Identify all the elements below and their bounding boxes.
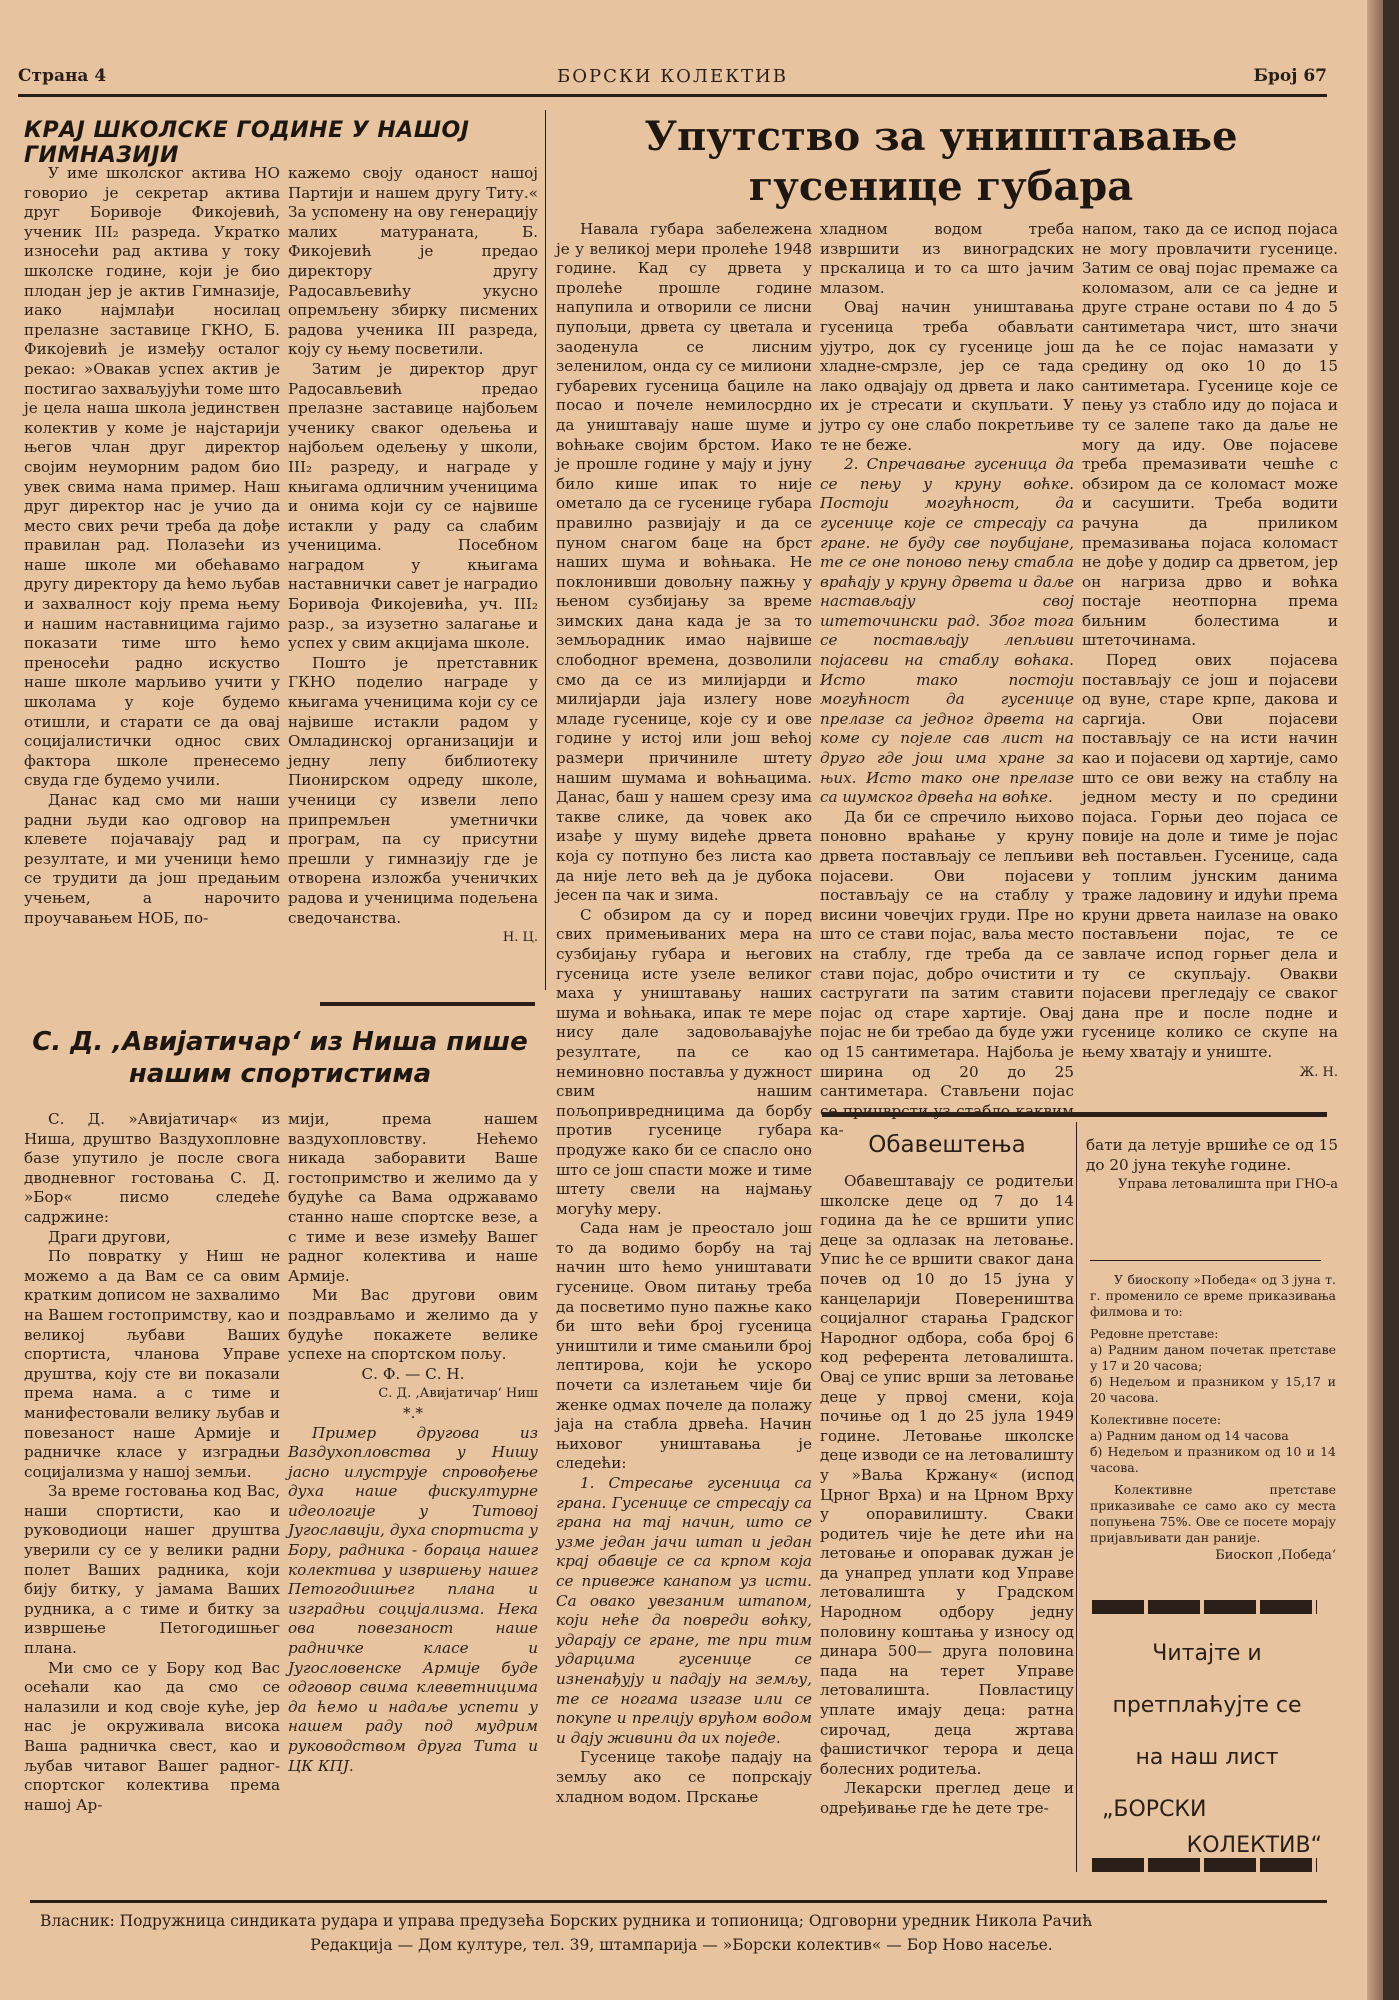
signature: С. Ф. — С. Н. [361,1364,465,1383]
section-rule [320,1002,535,1006]
separator-stars: *.* [402,1403,423,1422]
signature: С. Д. ‚Авијатичар‘ Ниш [378,1386,538,1402]
footer-rule [30,1900,1327,1903]
paragraph: мији, према нашем ваздухопловству. Нећемо никада заборавити Ваше гостопримство и желимо да у будуће са Вама одржавамо станно наше спортске везе, а с тиме и везе између Вашег радног колектива и наше Армије. [288,1110,538,1285]
paragraph: 1. Стресање гусеница са грана. Гусенице се стресају са грана на тај начин, што се узме један јачи штап и један крај обавије се са крпом која се привеже канапом уз исти. Са овако увезаним штапом, који неће да повреди воћку, ударају се гране, те при тим ударцима гусенице се изненађују и падају на земљу, те се ногама изгазе или се покупе и прелију врућом водом и дају живини да их поједе. [556,1474,812,1747]
paragraph: Драги другови, [48,1227,171,1246]
paragraph: напом, тако да се испод појаса не могу провлачити гусенице. Затим се овај појас премаже са коломазом, али се са једне и друге стране остави по 4 до 5 сантиметара чист, што значи да ће се појас намазати у средину од око 10 до 15 сантиметара. Гусенице које се пењу уз стабло иду до појаса и ту се залепе тако да даље не могу да иду. Ове појасеве треба премазивати чешће с обзиром да се коломаст може и сасушити. Треба водити рачуна да приликом премазивања појаса коломаст не дође у додир са дрветом, јер он нагриза дрво и воћка постаје неотпорна према биљним болестима и штеточинама. [1082,220,1338,650]
article2-col1 [24,1110,280,1815]
promo-line: „БОРСКИ [1102,1797,1207,1822]
paragraph: Ми смо се у Бору код Вас осећали као да смо се налазили и код своје куће, јер нас је окруживала висока Ваша радничка свест, као и љубав читавог Вашег радног-спортског колектива према нашој Ар- [24,1658,280,1814]
paragraph: Ми Вас другови овим поздрављамо и желимо да у будуће покажете велике успехе на спортском пољу. [288,1286,538,1364]
paragraph: Гусенице такође падају на земљу ако се попрскају хладном водом. Прскање [556,1748,812,1806]
paragraph: Да би се спречило њихово поновно враћање у круну дрвета постављају се лепљиви појасеви. Ови појасеви постављају се на стаблу у висини човечјих груди. Пре но што се стави појас, ваља место на стаблу, где треба да се стави појас, добро очистити и састругати па затим ставити појас од старе хартије. Овај појас не би требао да буде ужи од 15 сантиметара. Најбоља је ширина од 20 до 25 сантиметара. Стављени појас се причврсти уз стабло каквим ка- [820,807,1074,1140]
paragraph: Сада нам је преостало још то да водимо борбу на тај начин што ћемо уништавати гусенице. Овом питању треба да посветимо пуно пажње како би што већи број гусеница уништили и тиме смањили број лептирова, који ће ускоро почети са излетањем чије би женке одмах почеле да полажу јаја на стабла дрвећа. Начин њиховог уништавања је следећи: [556,1219,812,1473]
paragraph: Поред ових појасева постављају се још и појасеви од вуне, старе крпе, дакова и саргија. Ови појасеви постављају се на исти начин као и појасеви од хартије, само што се ови вежу на стаблу на једном месту и по средини појаса. Горњи део појаса се повије на доле и тиме је појас већ постављен. Гусенице, сада у топлим јунским данима траже ладовину и идући према круни дрвета наилазе на овако постављени појас, те се завлаче испод горњег дела и ту се скупљају. Овакви појасеви прегледају се сваког дана пре и после подне и гусенице колико се скупе на њему хватају и униште. [1082,651,1338,1061]
paragraph: С обзиром да су и поред свих примењиваних мера на сузбијању губара и његових гусеница исте узеле великог маха у уништавању наших шума и воћњака, ипак те мере нису дале задовољавајуће резултате, па се као неминовно поставља у дужност свим нашим пољопривредницима да борбу против гусенице губара продуже како би се спасло оно што се још спасти може и тиме штету свели на најмању могућу меру. [556,905,812,1218]
article3-title: Упутство за уништавање гусенице губара [644,113,1238,210]
article1-col1 [24,164,280,928]
promo-line: КОЛЕКТИВ“ [1186,1833,1322,1858]
article3-signature: Ж. Н. [1299,1064,1338,1080]
article3-col1 [556,220,812,1807]
paragraph: У име школског актива НО говорио је секретар актива друг Боривоје Фикојевић, ученик III₂ разреда. Укратко износећи рад актива у току школске године, који је био плодан јер је актив Гимназије, иако најмлађи носилац прелазне заставице ГКНО, Б. Фикојевић је између осталог рекао: »Овакав успех актив је постигао захваљујући томе што је цела наша школа јединствен колектив у коме је најстарији његов члан друг директор својим неуморним радом био увек свима нама пример. Наш друг директор нас је учио да место свих речи треба да дође правилан рад. Полазећи из наше школе ми обећавамо другу директору да ћемо љубав и захвалност коју према њему и нашим наставницима гајимо показати тиме што ћемо преносећи радно искуство наше школе марљиво учити у школама у које будемо отишли, и старати се да овај социјалистички однос свих фактора школе пренесемо свуда где будемо учили. [24,164,280,790]
paragraph: Пример другова из Ваздухопловства у Нишу јасно илуструје спровођење духа наше фискултурне идеологије у Титовој Југославији, духа спортиста у Бору, радника - бораца нашег колектива у извршењу нашег Петогодишњег плана и изградњи социјализма. Нека ова повезаност наше радничке класе и Југословенске Армије буде одговор свима клеветницима да ћемо и надаље успети у нашем раду под мудрим руководством друга Тита и ЦК КПЈ. [288,1423,538,1775]
paragraph: Пошто је претставник ГКНО поделио награде у књигама ученицима који су се највише истакли радом у Омладинској организацији и једну лепу библиотеку Пионирском одреду школе, ученици су извели лепо припремљен уметнички програм, па су присутни прешли у гимназију где је отворена изложба ученичких радова и ученицима подељена сведочанства. [288,653,538,927]
paragraph: Редовне претставе: [1090,1326,1219,1341]
paragraph: 2. Спречавање гусеница да се пењу у круну воћке. Постоји могућност, да гусенице које се стресају са гране. не буду све поубијане, те се оне поново пењу стабла враћају у круну дрвета и даље настављају свој штеточински рад. Због тога се постављају лепљиви појасеви на стаблу воћака. Исто тако постоји могућност да гусенице прелазе са једног дрвета на коме су појеле сав лист на друго где још има хране за њих. Исто тако оне прелазе са шумског дрвећа на воћке. [820,455,1074,807]
cinema-signature: Биоскоп ‚Победа‘ [1215,1548,1336,1563]
paragraph: По повратку у Ниш не можемо а да Вам се са овим кратким дописом не захвалимо на Вашем гостопримству, као и великој љубави Ваших спортиста, чланова Управе друштва, коју сте ви показали према нама. а с тиме и манифестовали велику љубав и повезаност наше Армије и радничке класе у изградњи социјализма у нашој земљи. [24,1247,280,1481]
paragraph: кажемо своју оданост нашој Партији и нашем другу Титу.« За успомену на ову генерацију малих матураната, Б. Фикојевић је предао директору другу Радосављевићу укусно опремљену збирку писмених радова ученика III разреда, коју су њему посветили. [288,164,538,359]
paragraph: Колективне посете: [1090,1412,1222,1427]
column-divider [1076,1122,1077,1872]
article1-signature: Н. Ц. [502,930,538,946]
page-edge [1367,0,1383,2000]
column-divider [545,110,546,990]
article3-col2 [820,220,1074,1141]
separator [1090,1260,1321,1261]
paragraph: хладном водом треба извршити из виноградских прскалица и то са што јачим млазом. [820,220,1074,297]
paragraph: С. Д. »Авијатичар« из Ниша, друштво Ваздухопловне базе упутило је после свога дводневног гостовања С. Д. »Бор« писмо следеће садржине: [24,1110,280,1226]
page-number: Страна 4 [18,66,107,86]
header-rule [18,94,1327,97]
cinema-notice [1090,1272,1336,1566]
promo-line: претплаћујте се [1112,1693,1302,1718]
paragraph: Лекарски преглед деце и одређивање где ће дете тре- [820,1779,1074,1817]
decorative-bars [1092,1600,1317,1614]
paragraph: Колективне претставе приказиваће се само ако су места попуњена 75%. Ове се посете морају пријављивати дан раније. [1090,1482,1336,1545]
paragraph: а) Радним даном од 14 часова [1090,1428,1289,1443]
paragraph: Обавештавају се родитељи школске деце од 7 до 14 година да ће се вршити упис деце за одлазак на летовање. Упис ће се вршити сваког дана почев од 10 до 15 јуна у канцеларији Повереништва социјалног старања Градског Народног одбора, соба број 6 код референта летовалишта. Овај се упис врши за летовање деце у првој смени, која почиње од 1 до 25 јула 1949 године. Летовање школске деце изводи се на летовалишту у »Ваља Кржану« (испод Црног Врха) и на Црном Врху у опоравилишту. Сваки родитељ чије ће дете ићи на летовање и опоравак дужан је да унапред уплати код Управе летовалишта у Градском Народном одбору једну половину коштања у износу од динара 500— друга половина пада на терет Управе летовалишта. Повластицу уплате имају деца: ратна сирочад, деца жртава фашистичког терора и деца болесних родитеља. [820,1172,1074,1778]
page-header [18,66,1327,94]
paragraph: Данас кад смо ми наши радни људи као одговор на клевете појачавају рад и резултате, и ми ученици ћемо се трудити да још предањим учењем, а нарочито проучавањем НОБ, по- [24,791,280,927]
article1-col2 [288,164,538,948]
promo-line: Читајте и [1152,1641,1262,1666]
paragraph: а) Радним даном почетак претставе у 17 и 20 часова; [1090,1342,1336,1373]
article2-title: С. Д. ‚Авијатичар‘ из Ниша пише нашим спортистима [32,1027,528,1089]
article3-col3 [1082,220,1338,1082]
footer-line2: Редакција — Дом културе, тел. 39, штампарија — »Борски колектив« — Бор Ново насеље. [310,1936,1053,1954]
paragraph: бати да летује вршиће се од 15 до 20 јуна текуће године. [1086,1136,1338,1174]
paper-name: БОРСКИ КОЛЕКТИВ [557,66,788,87]
notices-signature: Управа летовалишта при ГНО-а [1118,1177,1338,1193]
footer-line1: Власник: Подружница синдиката рудара и управа предузећа Борских рудника и топионица; Одговорни уредник Никола Рачић [40,1912,1093,1930]
article1-title: КРАЈ ШКОЛСКЕ ГОДИНЕ У НАШОЈ ГИМНАЗИЈИ [24,118,470,168]
article2-col2 [288,1110,538,1776]
paragraph: Затим је директор друг Радосављевић предао прелазне заставице најбољем ученику сваког одељења и најбољем одељењу у школи, III₂ разреду, и награде у књигама одличним ученицима и онима који су се највише истакли у раду са слабим ученицима. Посебном наградом у књигама наставнички савет је наградио Боривоја Фикојевића, уч. III₂ разр., за изузетно залагање и успех у свим акцијама школе. [288,359,538,653]
notices-col2 [1086,1136,1338,1195]
issue-number: Број 67 [1253,66,1327,86]
notices-col1 [820,1172,1074,1819]
notices-title: Обавештења [868,1132,1026,1158]
paragraph: б) Недељом и празником од 10 и 14 часова. [1090,1444,1336,1475]
decorative-bars [1092,1858,1317,1872]
paragraph: Навала губара забележена је у великој мери пролеће 1948 године. Кад су дрвета у пролеће прошле године напупила и отворили се лисни пупољци, дрвета су цветала и заоденула се лисним зеленилом, онда су се милиони губаревих гусеница бациле на посао и почеле немилосрдно да уништавају наше шуме и воћњаке својим брстом. Иако је прошле године у мају и јуну било кише ипак то није ометало да се гусенице губара правилно развијају и да се пуном снагом баце на брст наших шума и воћњака. Не поклонивши довољну пажњу у њеном сузбијању за време зимских дана када је за то земљорадник имао највише слободног времена, дозволили смо да се из милијарди и милијарди јаја излегу нове младе гусенице, које су и ове године у истој или још већој размери причиниле штету нашим шумама и воћњацима. Данас, баш у нашем срезу има такве слике, да човек ако изађе у шуму видеће дрвета која су потпуно без листа као да није лето већ да је дубока јесен па чак и зима. [556,220,812,905]
paragraph: Овај начин уништавања гусеница треба обављати ујутро, док су гусенице још хладне-смрзле, јер се тада лако одвајају од дрвета и лако их је стресати и скупљати. У јутро су оне слабо покретљиве те не беже. [820,298,1074,454]
paragraph: У биоскопу »Победа« од 3 јуна т. г. променило се време приказивања филмова и то: [1090,1272,1336,1319]
promo-line: на наш лист [1135,1745,1279,1770]
paragraph: За време гостовања код Вас, наши спортисти, као и руководиоци нашег друштва уверили су се у велики радни полет Ваших радника, који бију битку, у јамама Ваших рудника, а с тиме и битку за извршење Петогодишњег плана. [24,1482,280,1658]
section-rule [822,1112,1327,1117]
paragraph: б) Недељом и празником у 15,17 и 20 часова. [1090,1374,1336,1405]
subscription-promo [1092,1636,1322,1864]
